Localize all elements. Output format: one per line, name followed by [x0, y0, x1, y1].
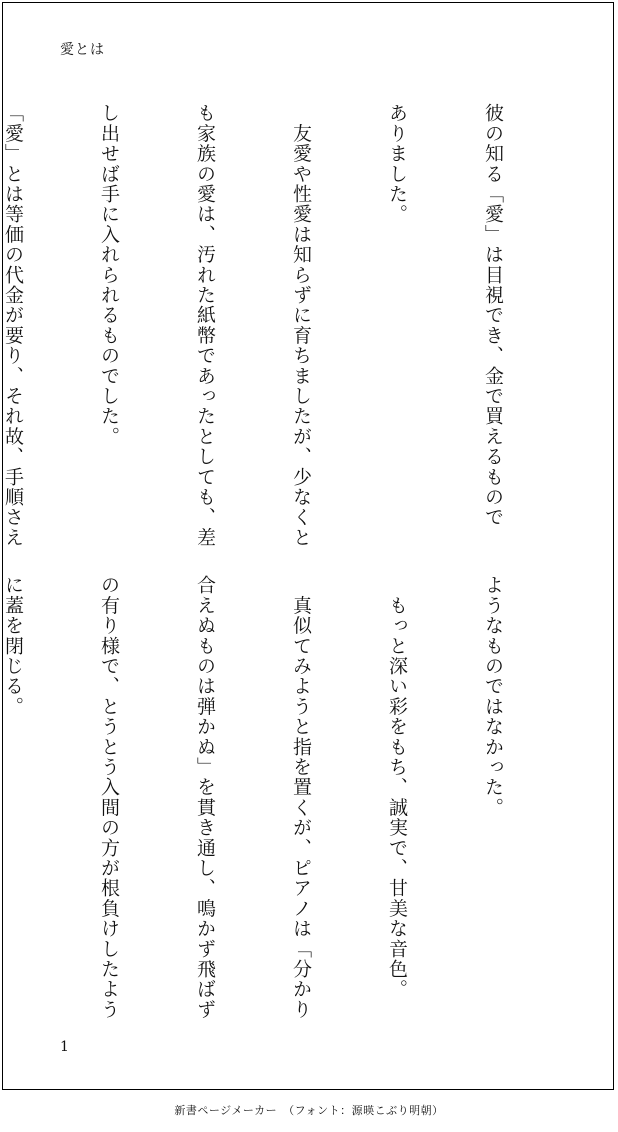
text-line: 真似てみようと指を置くが、ピアノは「分かり — [290, 575, 312, 1020]
page-number: 1 — [60, 1039, 69, 1055]
text-line: 合えぬものは弾かぬ」を貫き通し、鳴かず飛ばず — [194, 575, 216, 1020]
text-block-bottom — [0, 575, 573, 1020]
page-title: 愛とは — [60, 42, 105, 58]
text-line: ようなものではなかった。 — [482, 575, 504, 818]
text-line: に蓋を閉じる。 — [2, 575, 24, 717]
text-line: も家族の愛は、汚れた紙幣であったとしても、差 — [194, 103, 216, 548]
text-line: し出せば手に入れられるものでした。 — [98, 103, 120, 447]
footer-credit: 新書ページメーカー （フォント：源暎こぶり明朝） — [174, 1104, 444, 1117]
text-line: 彼の知る「愛」は目視でき、金で買えるもので — [482, 103, 504, 528]
text-line: の有り様で、とうとう入間の方が根負けしたよう — [98, 575, 120, 1020]
text-line: もっと深い彩をもち、誠実で、甘美な音色。 — [386, 575, 408, 1000]
text-block-top — [0, 103, 573, 548]
text-line: 友愛や性愛は知らずに育ちましたが、少なくと — [290, 103, 312, 548]
text-line: 「愛」とは等価の代金が要り、それ故、手順さえ — [2, 103, 24, 548]
book-page — [2, 2, 614, 1090]
text-line: ありました。 — [386, 103, 408, 225]
